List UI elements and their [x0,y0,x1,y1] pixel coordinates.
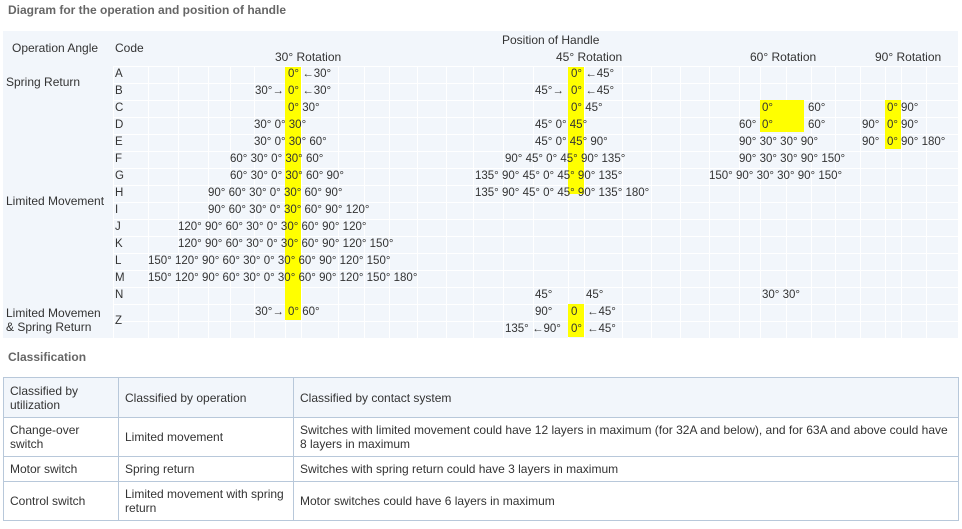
r60-d-zero: 0° [762,119,773,131]
code-z: Z [115,315,123,327]
r30-m: 150° 120° 90° 60° 30° 0° 30° 60° 90° 120° 150° 180° [148,272,418,284]
r60-c-zero: 0° [762,102,773,114]
r45-z2-right: ←45° [587,323,616,335]
r45-b-left: 45°→ [535,85,564,97]
operation-angle-header: Operation Angle [12,41,99,55]
r45-n-right: 45° [586,289,604,301]
r30-z-right: 0° 60° [288,306,320,318]
diagram-title: Diagram for the operation and position of handle [8,3,287,17]
r90-d-left: 90° [862,119,880,131]
grid-line [113,66,958,67]
r45-f: 90° 45° 0° 45° 90° 135° [505,153,626,165]
rotation-45-header: 45° Rotation [556,50,623,64]
r45-z1-mid: 0 [571,306,578,318]
header-utilization: Classified by utilization [4,378,119,418]
rotation-60-header: 60° Rotation [750,50,817,64]
grid-line [113,338,958,339]
r45-z1-left: 90° [535,306,553,318]
r30-a: 0° ←30° [288,68,332,80]
r90-e-left: 90° [862,136,880,148]
r45-a: 0° ←45° [571,68,615,80]
r45-z1-right: ←45° [587,306,616,318]
code-j: J [115,221,121,233]
group-limited-movement: Limited Movement [6,194,105,208]
r60-e: 90° 30° 30° 90° [739,136,819,148]
cell-utilization: Motor switch [4,457,119,482]
code-m: M [115,272,125,284]
r45-d: 45° 0° 45° [535,119,588,131]
r45-c: 0° 45° [571,102,603,114]
r60-d-right: 60° [808,119,826,131]
classification-title: Classification [8,350,87,364]
code-i: I [115,204,119,216]
r45-z2-mid: 0° [571,323,582,335]
r45-n-left: 45° [535,289,553,301]
r30-j: 120° 90° 60° 30° 0° 30° 60° 90° 120° [178,221,367,233]
r30-g: 60° 30° 0° 30° 60° 90° [230,170,344,182]
r30-k: 120° 90° 60° 30° 0° 30° 60° 90° 120° 150° [178,238,394,250]
cell-contact-system: Motor switches could have 6 layers in maximum [294,482,959,521]
r45-e: 45° 0° 45° 90° [535,136,608,148]
cell-operation: Limited movement [119,418,294,457]
code-l: L [115,255,122,267]
r30-h: 90° 60° 30° 0° 30° 60° 90° [208,187,343,199]
r90-e-right: 90° 180° [901,136,946,148]
table-row [4,482,959,521]
r90-d-zero: 0° [887,119,898,131]
code-n: N [115,289,124,301]
r60-n: 30° 30° [762,289,800,301]
r30-z-left: 30°→ [255,306,284,318]
header-contact-system: Classified by contact system [294,378,959,418]
r45-g: 135° 90° 45° 0° 45° 90° 135° [475,170,623,182]
header-operation: Classified by operation [119,378,294,418]
cell-operation: Spring return [119,457,294,482]
r30-b-left: 30°→ [255,85,284,97]
cell-utilization: Change-over switch [4,418,119,457]
cell-operation: Limited movement with spring return [119,482,294,521]
group-spring-return: Spring Return [6,75,81,89]
r30-d: 30° 0° 30° [254,119,307,131]
code-h: H [115,187,124,199]
code-f: F [115,153,123,165]
classification-table [3,377,959,521]
cell-utilization: Control switch [4,482,119,521]
r90-c-right: 90° [901,102,919,114]
code-c: C [115,102,124,114]
code-b: B [115,85,123,97]
r60-f: 90° 30° 30° 90° 150° [739,153,846,165]
grid-line [113,100,958,101]
r30-c: 0° 30° [288,102,320,114]
r45-z2-left: 135° ←90° [505,323,561,335]
group-limited-spring-line2: & Spring Return [6,320,92,334]
code-k: K [115,238,123,250]
r60-g: 150° 90° 30° 30° 90° 150° [709,170,843,182]
code-g: G [115,170,124,182]
r45-h: 135° 90° 45° 0° 45° 90° 135° 180° [475,187,650,199]
cell-contact-system: Switches with limited movement could have 12 layers in maximum (for 32A and below), and for 63A and above could have 8 layers in maximum [294,418,959,457]
r60-c-right: 60° [808,102,826,114]
r30-l: 150° 120° 90° 60° 30° 0° 30° 60° 90° 120° 150° [148,255,391,267]
r30-e: 30° 0° 30° 60° [254,136,327,148]
code-d: D [115,119,124,131]
handle-position-diagram [3,31,958,338]
table-header-row [4,378,959,418]
r30-b-right: 0° ←30° [288,85,332,97]
group-limited-spring-line1: Limited Movemen [6,306,101,320]
r90-e-zero: 0° [887,136,898,148]
rotation-30-header: 30° Rotation [275,50,342,64]
code-e: E [115,136,123,148]
r45-b-right: 0° ←45° [571,85,615,97]
table-row [4,457,959,482]
position-of-handle-header: Position of Handle [502,33,600,47]
code-header: Code [115,41,144,55]
rotation-90-header: 90° Rotation [875,50,942,64]
r90-d-right: 90° [901,119,919,131]
r90-c-zero: 0° [887,102,898,114]
code-a: A [115,68,123,80]
r60-d-left: 60° [739,119,757,131]
table-row [4,418,959,457]
cell-contact-system: Switches with spring return could have 3 layers in maximum [294,457,959,482]
r30-f: 60° 30° 0° 30° 60° [230,153,324,165]
r30-i: 90° 60° 30° 0° 30° 60° 90° 120° [208,204,370,216]
